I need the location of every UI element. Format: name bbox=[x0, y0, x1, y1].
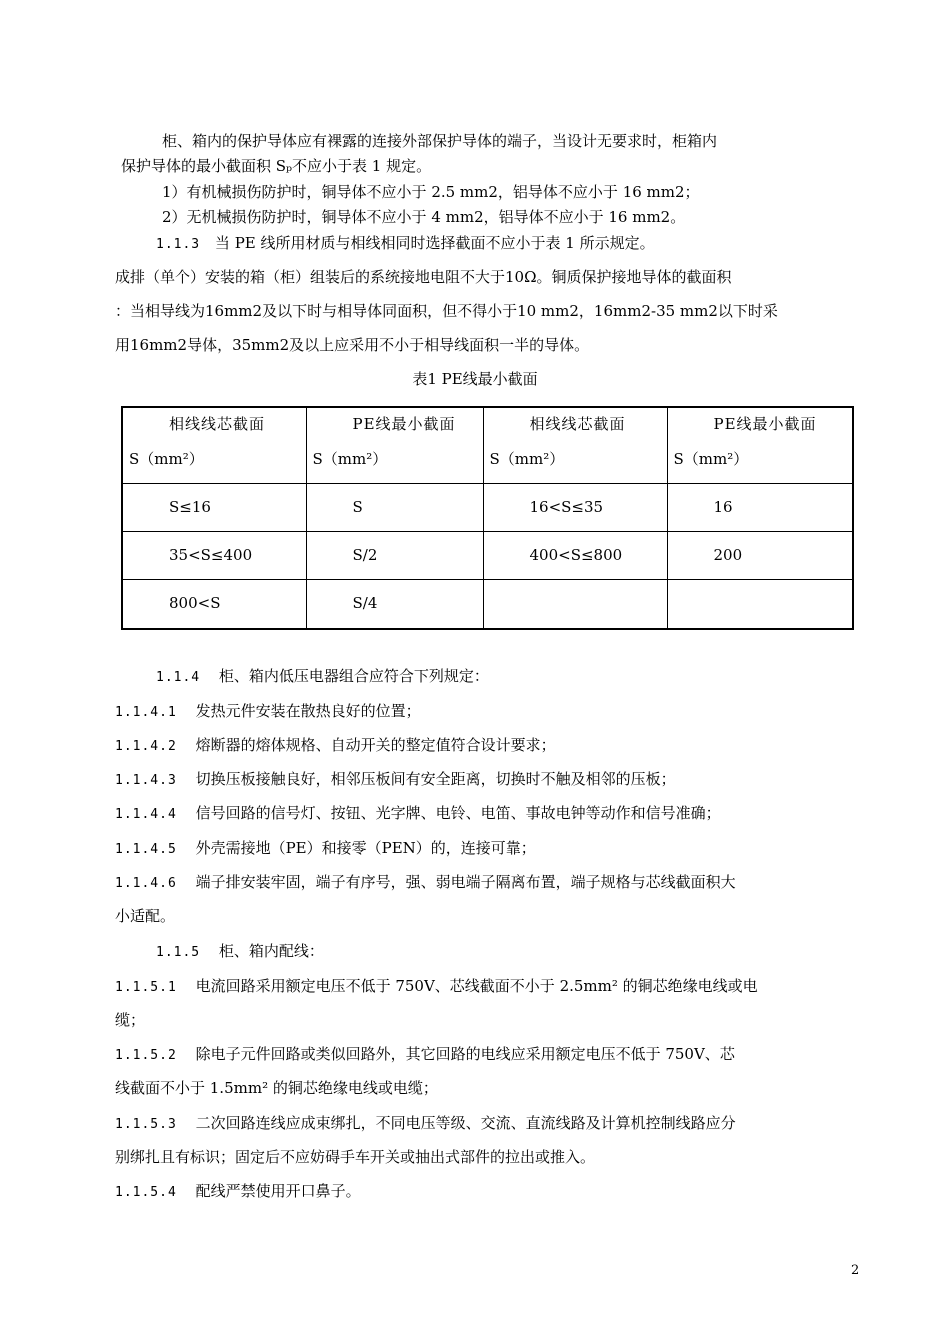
header-unit: S（mm²） bbox=[673, 450, 749, 468]
section-text: 二次回路连线应成束绑扎，不同电压等级、交流、直流线路及计算机控制线路应分 bbox=[195, 1114, 736, 1132]
header-unit: S（mm²） bbox=[489, 450, 565, 468]
subsection-line bbox=[115, 704, 421, 719]
pe-cross-section-table bbox=[121, 406, 854, 630]
section-heading bbox=[156, 944, 324, 959]
subsection-line bbox=[115, 1116, 736, 1131]
section-number: 1.1.4.4 bbox=[115, 807, 177, 822]
table-header-cell bbox=[306, 407, 483, 483]
subsection-continuation: 缆； bbox=[115, 1011, 146, 1029]
table-row bbox=[122, 531, 853, 579]
subsection-continuation: 线截面不小于 1.5mm² 的铜芯绝缘电线或电缆； bbox=[115, 1079, 438, 1097]
subsection-line bbox=[115, 738, 556, 753]
section-text: 电流回路采用额定电压不低于 750V、芯线截面不小于 2.5mm² 的铜芯绝缘电线或电 bbox=[195, 977, 758, 995]
list-item: 2）无机械损伤防护时，铜导体不应小于 4 mm2，铝导体不应小于 16 mm2。 bbox=[162, 208, 686, 226]
section-text: 熔断器的熔体规格、自动开关的整定值符合设计要求； bbox=[195, 736, 556, 754]
table-cell: S/4 bbox=[306, 579, 483, 629]
section-number: 1.1.5.2 bbox=[115, 1048, 177, 1063]
subsection-line bbox=[115, 772, 676, 787]
table-caption: 表1 PE线最小截面 bbox=[412, 370, 538, 388]
table-header-cell bbox=[667, 407, 853, 483]
paragraph-line: 用16mm2导体，35mm2及以上应采用不小于相导线面积一半的导体。 bbox=[115, 336, 590, 354]
section-text: 外壳需接地（PE）和接零（PEN）的，连接可靠； bbox=[195, 839, 536, 857]
table-header-cell bbox=[122, 407, 306, 483]
section-number: 1.1.3 bbox=[156, 237, 201, 252]
header-title: 相线线芯截面 bbox=[169, 415, 266, 433]
section-text: 除电子元件回路或类似回路外，其它回路的电线应采用额定电压不低于 750V、芯 bbox=[195, 1045, 735, 1063]
section-heading bbox=[156, 669, 489, 684]
paragraph-line: 保护导体的最小截面积 Sₚ不应小于表 1 规定。 bbox=[121, 157, 432, 175]
section-heading bbox=[156, 236, 655, 251]
table-cell: 800<S bbox=[122, 579, 306, 629]
subsection-line bbox=[115, 806, 721, 821]
section-text: 端子排安装牢固，端子有序号，强、弱电端子隔离布置，端子规格与芯线截面积大 bbox=[195, 873, 736, 891]
header-unit: S（mm²） bbox=[312, 450, 388, 468]
paragraph-line: 柜、箱内的保护导体应有裸露的连接外部保护导体的端子，当设计无要求时，柜箱内 bbox=[162, 132, 718, 150]
section-text: 信号回路的信号灯、按钮、光字牌、电铃、电笛、事故电钟等动作和信号准确； bbox=[195, 804, 721, 822]
table-header-cell bbox=[483, 407, 667, 483]
header-title: 相线线芯截面 bbox=[529, 415, 626, 433]
section-number: 1.1.4.6 bbox=[115, 876, 177, 891]
section-text: 柜、箱内低压电器组合应符合下列规定： bbox=[218, 667, 489, 685]
section-number: 1.1.4.2 bbox=[115, 739, 177, 754]
section-text: 当 PE 线所用材质与相线相同时选择截面不应小于表 1 所示规定。 bbox=[214, 234, 655, 252]
table-cell bbox=[483, 579, 667, 629]
paragraph-line: 成排（单个）安装的箱（柜）组装后的系统接地电阻不大于10Ω。铜质保护接地导体的截面积 bbox=[115, 268, 732, 286]
table-cell: S/2 bbox=[306, 531, 483, 579]
section-text: 发热元件安装在散热良好的位置； bbox=[195, 702, 421, 720]
section-number: 1.1.4.3 bbox=[115, 773, 177, 788]
section-text: 柜、箱内配线： bbox=[218, 942, 324, 960]
section-number: 1.1.4 bbox=[156, 670, 201, 685]
list-item: 1）有机械损伤防护时，铜导体不应小于 2.5 mm2，铝导体不应小于 16 mm2； bbox=[162, 183, 700, 201]
header-title: PE线最小截面 bbox=[352, 415, 456, 433]
section-number: 1.1.5.1 bbox=[115, 980, 177, 995]
section-number: 1.1.5.4 bbox=[115, 1185, 177, 1200]
section-number: 1.1.4.1 bbox=[115, 705, 177, 720]
header-title: PE线最小截面 bbox=[713, 415, 817, 433]
page-number: 2 bbox=[851, 1263, 860, 1278]
paragraph-line: ：当相导线为16mm2及以下时与相导体同面积，但不得小于10 mm2，16mm2-35 mm2以下时采 bbox=[115, 302, 778, 320]
section-text: 配线严禁使用开口鼻子。 bbox=[195, 1182, 361, 1200]
section-number: 1.1.5.3 bbox=[115, 1117, 177, 1132]
subsection-line bbox=[115, 875, 736, 890]
section-number: 1.1.4.5 bbox=[115, 842, 177, 857]
table-cell: 16 bbox=[667, 483, 853, 531]
table-row bbox=[122, 579, 853, 629]
table-cell: 35<S≤400 bbox=[122, 531, 306, 579]
subsection-line bbox=[115, 1184, 361, 1199]
table-cell: 16<S≤35 bbox=[483, 483, 667, 531]
table-cell: S≤16 bbox=[122, 483, 306, 531]
table-cell: S bbox=[306, 483, 483, 531]
header-unit: S（mm²） bbox=[129, 450, 204, 468]
table-header-row bbox=[122, 407, 853, 483]
table-cell: 200 bbox=[667, 531, 853, 579]
section-text: 切换压板接触良好，相邻压板间有安全距离，切换时不触及相邻的压板； bbox=[195, 770, 676, 788]
section-number: 1.1.5 bbox=[156, 945, 201, 960]
subsection-line bbox=[115, 841, 536, 856]
table-row bbox=[122, 483, 853, 531]
table-cell: 400<S≤800 bbox=[483, 531, 667, 579]
subsection-continuation: 别绑扎且有标识；固定后不应妨碍手车开关或抽出式部件的拉出或推入。 bbox=[115, 1148, 596, 1166]
subsection-continuation: 小适配。 bbox=[115, 907, 176, 925]
subsection-line bbox=[115, 979, 758, 994]
table-cell bbox=[667, 579, 853, 629]
subsection-line bbox=[115, 1047, 735, 1062]
